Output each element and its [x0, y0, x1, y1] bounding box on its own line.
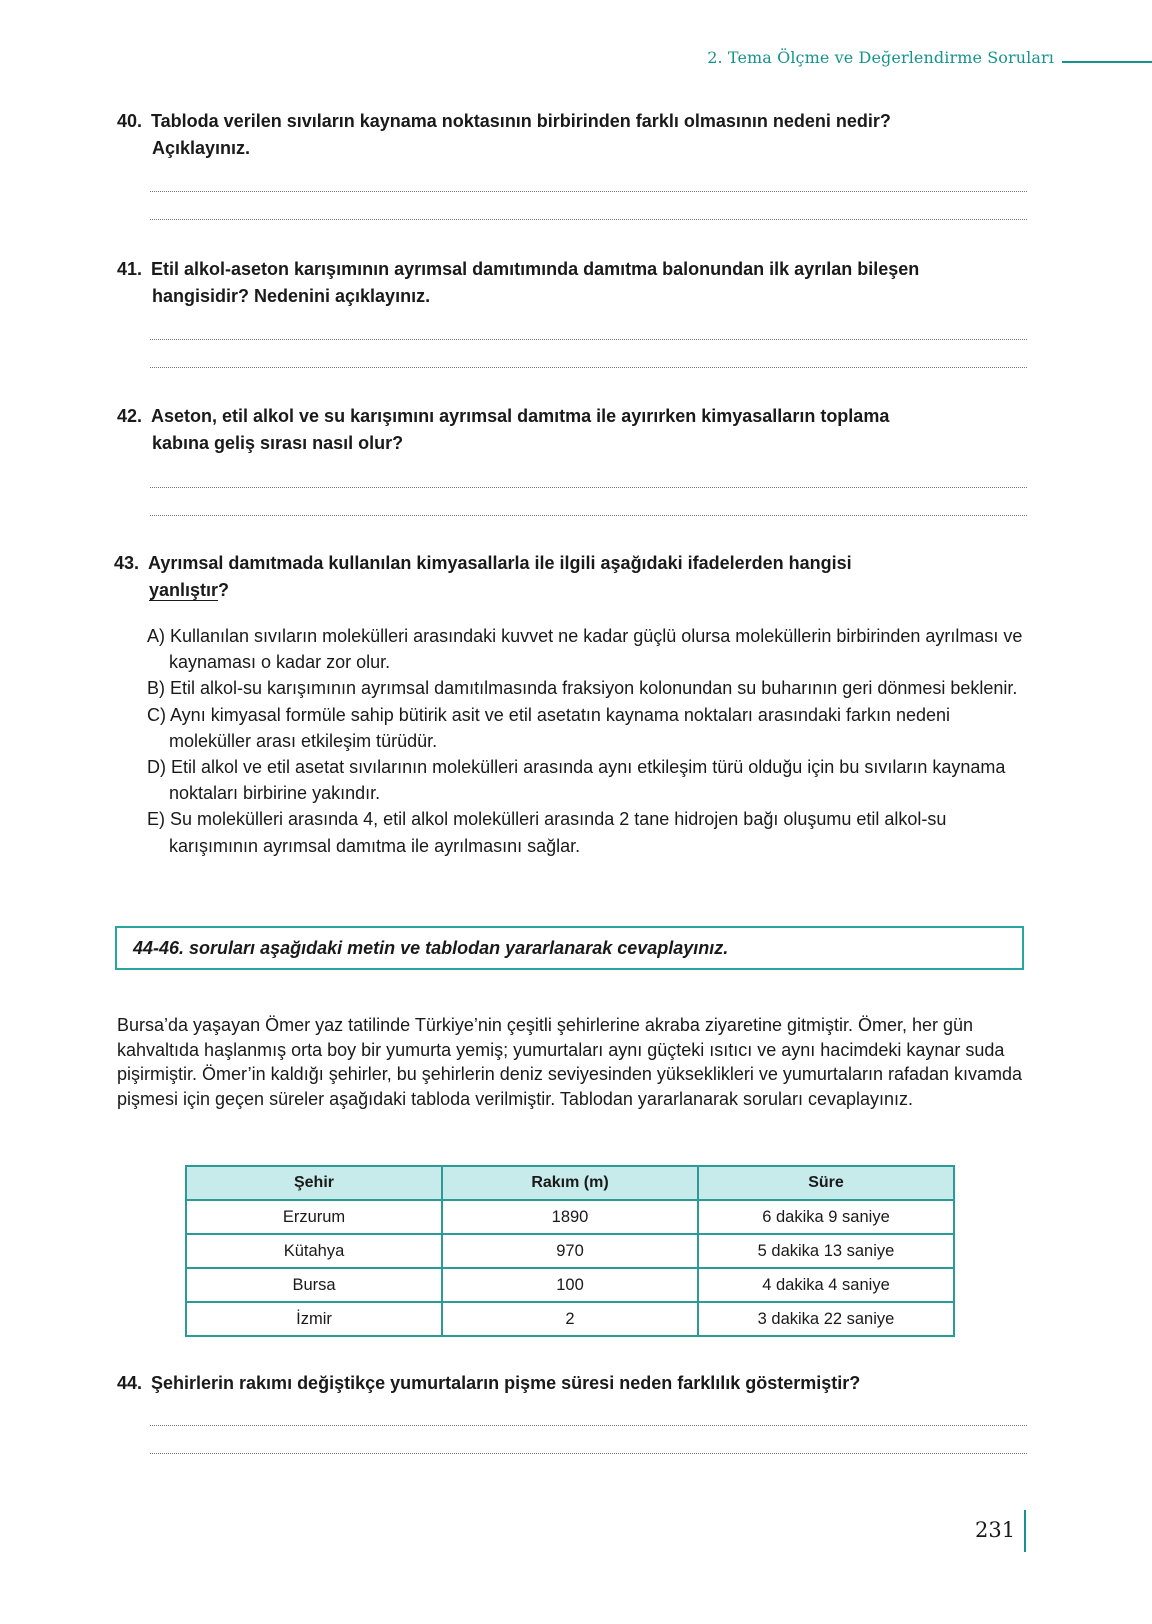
cell-duration: 5 dakika 13 saniye — [698, 1234, 954, 1268]
question-text: Ayrımsal damıtmada kullanılan kimyasallarla ile ilgili aşağıdaki ifadelerden hangisi — [148, 553, 852, 573]
column-header-city: Şehir — [186, 1166, 442, 1200]
question-number: 44. — [117, 1373, 143, 1393]
cell-duration: 3 dakika 22 saniye — [698, 1302, 954, 1336]
cell-altitude: 970 — [442, 1234, 698, 1268]
question-mark: ? — [218, 580, 230, 600]
option-d[interactable]: D) Etil alkol ve etil asetat sıvılarının molekülleri arasında aynı etkileşim türü olduğu için bu sıvıların kaynama noktaları birbirine yakındır. — [147, 757, 1006, 804]
option-c[interactable]: C) Aynı kimyasal formüle sahip bütirik asit ve etil asetatın kaynama noktaları arasındaki farkın nedeni moleküller arası etkileşim türüdür. — [147, 704, 951, 751]
cell-duration: 4 dakika 4 saniye — [698, 1268, 954, 1302]
option-e[interactable]: E) Su molekülleri arasında 4, etil alkol molekülleri arasında 2 tane hidrojen bağı oluşumu etil alkol-su karışımının ayrımsal damıtma ile ayrılmasını sağlar. — [147, 809, 947, 856]
question-text-cont: kabına geliş sırası nasıl olur? — [152, 433, 404, 453]
cell-city: İzmir — [186, 1302, 442, 1336]
question-text-cont: Açıklayınız. — [152, 138, 251, 158]
cell-city: Bursa — [186, 1268, 442, 1302]
emphasis-underlined: yanlıştır — [149, 580, 219, 600]
scenario-paragraph: Bursa’da yaşayan Ömer yaz tatilinde Türkiye’nin çeşitli şehirlerine akraba ziyaretine gitmiştir. Ömer, her gün kahvaltıda haşlanmış orta boy bir yumurta yemiş; yumurtaları aynı güçteki ısıtıcı ve aynı hacimdeki kaynar suda pişirmiştir. Ömer’in kaldığı şehirler, bu şehirlerin deniz seviyesinden yükseklikleri ve yumurtaların rafadan kıvamda pişmesi için geçen süreler aşağıdaki tabloda verilmiştir. Tablodan yararlanarak soruları cevaplayınız. — [117, 1015, 1023, 1109]
option-b[interactable]: B) Etil alkol-su karışımının ayrımsal damıtılmasında fraksiyon kolonundan su buharının geri dönmesi beklenir. — [147, 678, 1018, 699]
instruction-box — [115, 926, 1024, 970]
table-row — [186, 1302, 954, 1336]
question-text: Aseton, etil alkol ve su karışımını ayrımsal damıtma ile ayırırken kimyasalların toplama — [151, 406, 890, 426]
answer-line[interactable] — [150, 1453, 1027, 1454]
page-number: 231 — [975, 1518, 1016, 1542]
table-row — [186, 1234, 954, 1268]
answer-line[interactable] — [150, 1425, 1027, 1426]
answer-line[interactable] — [150, 515, 1027, 516]
answer-line[interactable] — [150, 219, 1027, 220]
cell-altitude: 100 — [442, 1268, 698, 1302]
cell-duration: 6 dakika 9 saniye — [698, 1200, 954, 1234]
answer-options — [147, 623, 1037, 859]
question-text: Etil alkol-aseton karışımının ayrımsal damıtımında damıtma balonundan ilk ayrılan bileşen — [151, 259, 920, 279]
question-text: Şehirlerin rakımı değiştikçe yumurtaların pişme süresi neden farklılık göstermiştir? — [151, 1373, 861, 1393]
cell-city: Erzurum — [186, 1200, 442, 1234]
cell-altitude: 2 — [442, 1302, 698, 1336]
option-a[interactable]: A) Kullanılan sıvıların molekülleri arasındaki kuvvet ne kadar güçlü olursa moleküllerin birbirinden ayrılması ve kaynaması o kadar zor olur. — [147, 626, 1023, 673]
table-row — [186, 1268, 954, 1302]
question-43 — [114, 550, 1024, 604]
question-42 — [117, 403, 1027, 457]
answer-line[interactable] — [150, 367, 1027, 368]
cell-city: Kütahya — [186, 1234, 442, 1268]
table-header-row — [186, 1166, 954, 1200]
question-text-cont: hangisidir? Nedenini açıklayınız. — [152, 286, 431, 306]
question-40 — [117, 108, 1027, 162]
question-44 — [117, 1370, 1027, 1397]
question-41 — [117, 256, 1027, 310]
table-row — [186, 1200, 954, 1234]
question-number: 40. — [117, 111, 143, 131]
answer-line[interactable] — [150, 487, 1027, 488]
cell-altitude: 1890 — [442, 1200, 698, 1234]
question-text: Tabloda verilen sıvıların kaynama noktasının birbirinden farklı olmasının nedeni nedir? — [151, 111, 891, 131]
instruction-text: 44-46. soruları aşağıdaki metin ve tablodan yararlanarak cevaplayınız. — [133, 937, 729, 958]
column-header-duration: Süre — [698, 1166, 954, 1200]
page-number-bar — [1024, 1510, 1026, 1552]
altitude-table — [185, 1165, 955, 1337]
question-number: 43. — [114, 553, 140, 573]
column-header-altitude: Rakım (m) — [442, 1166, 698, 1200]
question-number: 42. — [117, 406, 143, 426]
header-title: 2. Tema Ölçme ve Değerlendirme Soruları — [707, 48, 1054, 67]
answer-line[interactable] — [150, 339, 1027, 340]
answer-line[interactable] — [150, 191, 1027, 192]
header-rule — [1062, 61, 1152, 63]
question-number: 41. — [117, 259, 143, 279]
page-header — [707, 48, 1152, 67]
